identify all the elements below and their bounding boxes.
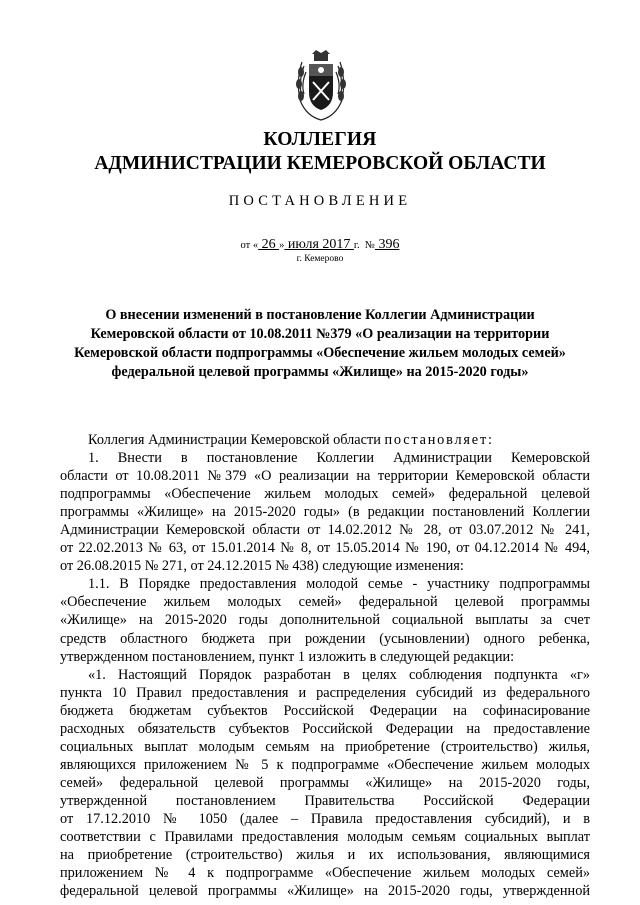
date-line [0, 237, 640, 254]
resolves-word: постановляет: [384, 432, 494, 448]
body-line: на приобретение (строительство) жилья и их использования, являющимися [60, 847, 590, 864]
date-year-suffix: г. [353, 240, 360, 251]
body-line: 1.1. В Порядке предоставления молодой семье - участнику подпрограммы [88, 576, 590, 593]
city: г. Кемерово [296, 254, 344, 264]
document-body [60, 431, 590, 900]
document-type: ПОСТАНОВЛЕНИЕ [228, 193, 412, 209]
body-line: области от 10.08.2011 №379 «О реализации на территории Кемеровской области [60, 468, 590, 485]
body-line: бюджета бюджетам субъектов Российской Федерации на софинасирование [60, 702, 590, 719]
body-line: социальных выплат молодым семьям на приобретение (строительство) жилья, [60, 738, 590, 755]
org-name-line1: КОЛЛЕГИЯ [263, 129, 377, 150]
body-line: 1. Внести в постановление Коллегии Администрации Кемеровской [88, 450, 590, 467]
body-line: утвержденном постановлением, пункт 1 изложить в следующей редакции: [60, 648, 515, 665]
body-line: семей» федеральной целевой программы «Жилище» на 2015-2020 годы, [60, 774, 590, 791]
body-line: от 17.12.2010 № 1050 (далее – Правила предоставления субсидий), и в [60, 810, 590, 827]
title-line: Кемеровской области от 10.08.2011 №379 «О реализации на территории [90, 326, 550, 342]
kemerovo-coat-of-arms-icon [292, 50, 350, 122]
body-line: «1. Настоящий Порядок разработан в целях соблюдения подпункта «г» [88, 666, 590, 683]
body-line: «Обеспечение жильем молодых семей» федеральной целевой программы [60, 594, 590, 611]
body-line: подпрограммы «Обеспечение жильем молодых семей» федеральной целевой [60, 486, 590, 503]
body-line: федеральной целевой программы «Жилище» на 2015-2020 годы, утвержденной [60, 883, 590, 900]
org-name-line2: АДМИНИСТРАЦИИ КЕМЕРОВСКОЙ ОБЛАСТИ [94, 153, 546, 174]
body-line: от 22.02.2013 № 63, от 15.01.2014 № 8, от 15.05.2014 № 190, от 04.12.2014 № 494, [60, 540, 590, 557]
date-month-year: июля 2017 [284, 237, 354, 252]
body-line: средств областного бюджета при рождении (усыновлении) одного ребенка, [60, 630, 590, 647]
number-label: № [364, 240, 375, 251]
title-line: Кемеровской области подпрограммы «Обеспечение жильем молодых семей» [74, 345, 566, 361]
body-line: расходных обязательств субъектов Российской Федерации на предоставление [60, 720, 590, 737]
date-day: 26 [258, 237, 280, 252]
document-number: 396 [374, 237, 400, 252]
title-line: О внесении изменений в постановление Коллегии Администрации [105, 307, 535, 323]
body-line: Администрации Кемеровской области от 14.02.2012 № 28, от 03.07.2012 № 241, [60, 522, 590, 539]
body-line: соответствии с Правилами предоставления молодым семьям социальных выплат [60, 829, 590, 846]
body-line: являющихся приложением № 5 к подпрограмме «Обеспечение жильем молодых [60, 756, 590, 773]
document-title [60, 306, 580, 382]
body-line: пункта 10 Правил предоставления и распределения субсидий из федерального [60, 684, 590, 701]
body-line: программы «Жилище» на 2015-2020 годы» (в редакции постановлений Коллегии [60, 504, 590, 521]
body-line: приложением № 4 к подпрограмме «Обеспечение жильем молодых семей» [60, 865, 590, 882]
date-from: от « [240, 240, 259, 251]
body-line-intro: Коллегия Администрации Кемеровской области постановляет: [88, 432, 494, 448]
title-line: федеральной целевой программы «Жилище» на 2015-2020 годы» [111, 364, 529, 380]
body-line: утвержденной постановлением Правительства Российской Федерации [60, 792, 590, 809]
date-mid: » [279, 240, 285, 251]
body-line: «Жилище» на 2015-2020 годы дополнительной социальной выплаты за счет [60, 612, 590, 629]
body-line: от 26.08.2015 № 271, от 24.12.2015 № 438) следующие изменения: [60, 558, 464, 575]
